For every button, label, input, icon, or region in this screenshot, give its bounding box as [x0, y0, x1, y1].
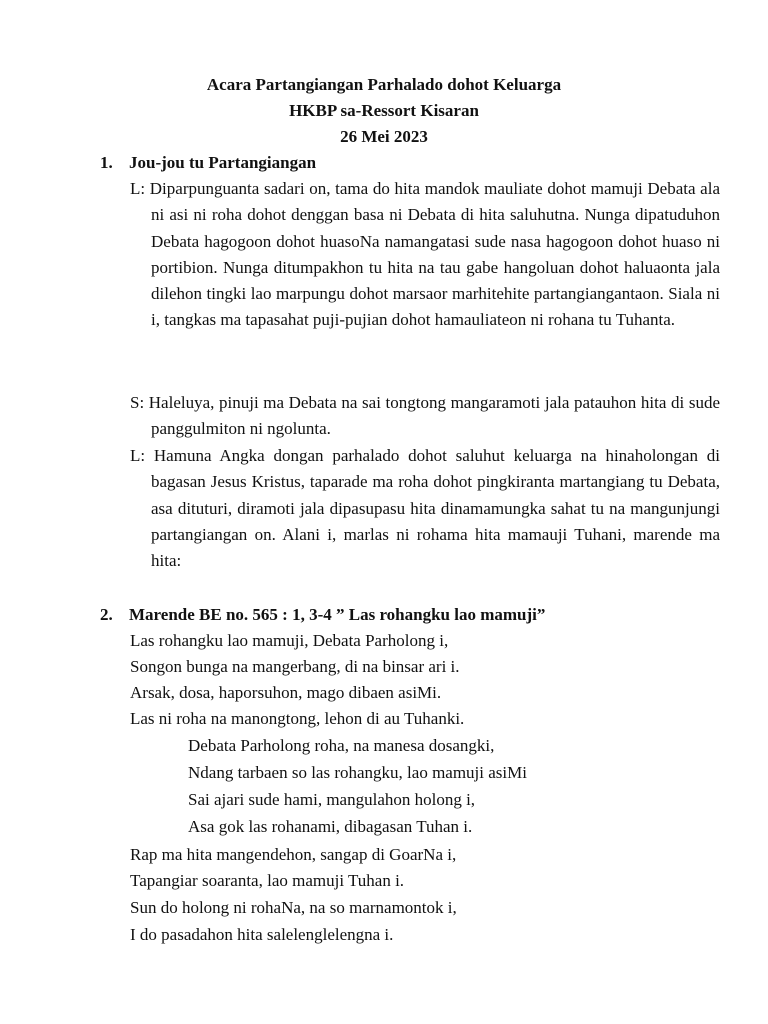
hymn-line: Las ni roha na manongtong, lehon di au Tuhanki.	[130, 709, 465, 728]
hymn-line: I do pasadahon hita salelenglelengna i.	[130, 925, 394, 944]
section-2-heading	[100, 602, 545, 628]
section-number: 2.	[100, 605, 113, 624]
hymn-line: Sun do holong ni rohaNa, na so marnamontok i,	[130, 898, 457, 917]
chorus-line: Asa gok las rohanami, dibagasan Tuhan i.	[188, 817, 473, 836]
hymn-line: Tapangiar soaranta, lao mamuji Tuhan i.	[130, 871, 405, 890]
section-1-heading	[100, 150, 316, 176]
liturgy-paragraph-leader-1: L: Diparpunguanta sadari on, tama do hita mandok mauliate dohot mamuji Debata ala ni asi ni roha dohot denggan basa ni Debata di hita saluhutna. Nunga dipatuduhon Debata hagogoon dohot huasoNa namangatasi sude nasa hagogoon dohot huaso ni portibion. Nunga ditumpakhon tu hita na tau gabe hangoluan dohot haluaonta jala dilehon tingki lao marpungu dohot marsaor marhitehite partangiangantaon. Siala ni i, tangkas ma tapasahat puji-pujian dohot hamauliateon ni rohana tu Tuhanta.	[130, 179, 720, 330]
section-title: Jou-jou tu Partangiangan	[129, 153, 317, 172]
chorus-line: Debata Parholong roha, na manesa dosangki,	[188, 736, 495, 755]
liturgy-paragraph-response: S: Haleluya, pinuji ma Debata na sai tongtong mangaramoti jala patauhon hita di sude panggulmiton ni ngolunta.	[130, 393, 720, 439]
hymn-line: Las rohangku lao mamuji, Debata Parholong i,	[130, 631, 449, 650]
document-subtitle: HKBP sa-Ressort Kisaran	[289, 101, 479, 120]
hymn-line: Arsak, dosa, haporsuhon, mago dibaen asiMi.	[130, 683, 442, 702]
chorus-line: Sai ajari sude hami, mangulahon holong i,	[188, 790, 476, 809]
document-date: 26 Mei 2023	[340, 127, 428, 146]
section-title: Marende BE no. 565 : 1, 3-4 ” Las rohangku lao mamuji”	[129, 605, 546, 624]
liturgy-paragraph-leader-2: L: Hamuna Angka dongan parhalado dohot saluhut keluarga na hinaholongan di bagasan Jesus Kristus, taparade ma roha dohot pingkiranta martangiang tu Debata, asa dituturi, diramoti jala dipasupasu hita dinamamungka sahat tu na mangunjungi partangiangan on. Alani i, marlas ni rohama hita mamauji Tuhani, marende ma hita:	[130, 446, 720, 571]
document-title: Acara Partangiangan Parhalado dohot Keluarga	[206, 75, 562, 94]
section-number: 1.	[100, 153, 113, 172]
chorus-line: Ndang tarbaen so las rohangku, lao mamuji asiMi	[188, 763, 527, 782]
hymn-line: Rap ma hita mangendehon, sangap di GoarNa i,	[130, 845, 457, 864]
hymn-line: Songon bunga na mangerbang, di na binsar ari i.	[130, 657, 460, 676]
